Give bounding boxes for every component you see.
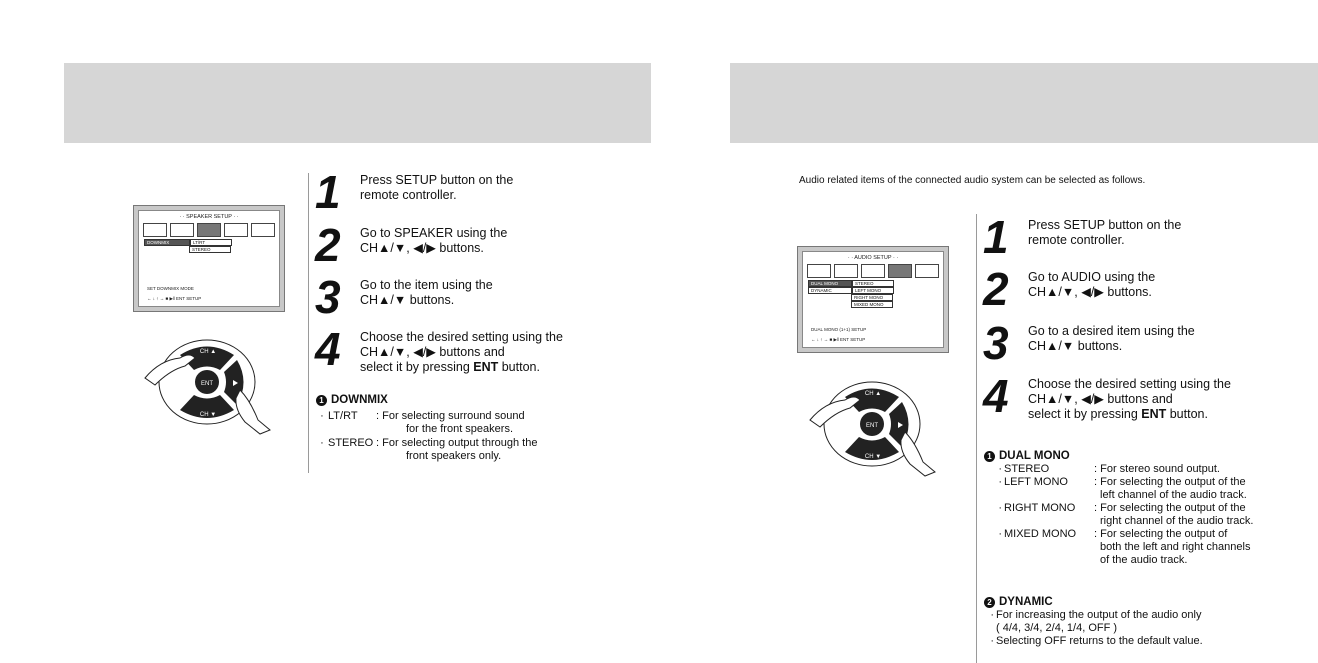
screen-menu-item: DYNAMIC xyxy=(808,287,852,294)
dual-mono-note xyxy=(984,450,1253,567)
step-line: Go to AUDIO using the xyxy=(1028,270,1156,284)
menu-icon-row xyxy=(143,223,275,237)
step-text xyxy=(360,173,513,203)
screen-title: · · AUDIO SETUP · · xyxy=(847,255,899,261)
step-line: Choose the desired setting using the xyxy=(360,330,563,344)
step-line: remote controller. xyxy=(1028,233,1125,247)
menu-icon-box xyxy=(834,264,858,278)
menu-icon-box xyxy=(915,264,939,278)
step-text xyxy=(1028,324,1195,354)
screen-menu-item: DUAL MONO xyxy=(808,280,852,287)
step-text xyxy=(1028,377,1231,422)
step-text xyxy=(360,330,563,375)
step-number: 2 xyxy=(983,263,1009,315)
right-divider-line xyxy=(976,214,977,663)
remote-ch-up-label: CH ▲ xyxy=(864,391,882,397)
speaker-setup-screen xyxy=(133,205,285,312)
step-number: 4 xyxy=(983,370,1009,422)
left-header-band xyxy=(64,63,651,143)
remote-control-illustration xyxy=(805,372,945,477)
menu-icon-box xyxy=(224,223,248,237)
note-title: 2 DYNAMIC xyxy=(984,596,1203,609)
step-line: CH▲/▼, ◀/▶ buttons and xyxy=(360,345,505,359)
note-title: 1 DUAL MONO xyxy=(984,450,1253,463)
screen-footer-nav: ← ↓ ↑ → ■ ▶‖ ENT SETUP xyxy=(811,337,866,342)
menu-icon-box xyxy=(861,264,885,278)
screen-footer-nav: ← ↓ ↑ → ■ ▶‖ ENT SETUP xyxy=(147,296,202,301)
screen-footer-labels: DUAL MONO (1+1) SETUP xyxy=(811,327,867,332)
step-text xyxy=(1028,270,1155,300)
step-line: CH▲/▼ buttons. xyxy=(360,293,455,307)
step-line: select it by pressing ENT button. xyxy=(360,360,540,374)
note-line: · For increasing the output of the audio only xyxy=(990,609,1202,621)
note-item: · STEREO : For selecting output through the xyxy=(320,437,538,449)
note-item: · LT/RT : For selecting surround sound xyxy=(320,410,525,422)
remote-enter-label: ENT xyxy=(201,381,213,387)
note-item: · RIGHT MONO : For selecting the output of the xyxy=(998,502,1246,514)
menu-icon-box xyxy=(251,223,275,237)
screen-display xyxy=(138,210,280,307)
note-title: 1 DOWNMIX xyxy=(316,394,537,407)
step-text xyxy=(1028,218,1181,248)
screen-option: RIGHT MONO xyxy=(851,294,893,301)
screen-title: · · SPEAKER SETUP · · xyxy=(179,214,239,220)
screen-option: STEREO xyxy=(189,246,231,253)
screen-menu xyxy=(144,239,232,253)
note-item-cont: for the front speakers. xyxy=(406,423,513,435)
intro-text: Audio related items of the connected audio system can be selected as follows. xyxy=(799,175,1146,186)
step-text xyxy=(360,226,507,256)
screen-display xyxy=(802,251,944,348)
screen-option: LT/RT xyxy=(190,239,232,246)
note-item: · LEFT MONO : For selecting the output of the xyxy=(998,476,1246,488)
step-line: Go to the item using the xyxy=(360,278,493,292)
remote-ch-down-label: CH ▼ xyxy=(199,412,217,418)
step-number: 1 xyxy=(983,211,1009,263)
step-line: Go to SPEAKER using the xyxy=(360,226,508,240)
step-line: Choose the desired setting using the xyxy=(1028,377,1231,391)
step-number: 3 xyxy=(983,317,1009,369)
circled-number-icon: 1 xyxy=(316,395,327,406)
note-item-cont: of the audio track. xyxy=(1100,554,1188,566)
step-line: Press SETUP button on the xyxy=(360,173,514,187)
screen-option: MIXED MONO xyxy=(851,301,893,308)
step-number: 3 xyxy=(315,271,341,323)
note-item-cont: both the left and right channels xyxy=(1100,541,1251,553)
note-line: ( 4/4, 3/4, 2/4, 1/4, OFF ) xyxy=(996,622,1118,634)
step-number: 4 xyxy=(315,323,341,375)
remote-enter-label: ENT xyxy=(866,423,878,429)
step-number: 1 xyxy=(315,166,341,218)
note-item-cont: right channel of the audio track. xyxy=(1100,515,1254,527)
step-line: CH▲/▼, ◀/▶ buttons. xyxy=(1028,285,1152,299)
circled-number-icon: 2 xyxy=(984,597,995,608)
downmix-note xyxy=(316,394,537,463)
step-line: CH▲/▼, ◀/▶ buttons and xyxy=(1028,392,1173,406)
step-line: select it by pressing ENT button. xyxy=(1028,407,1208,421)
audio-setup-screen xyxy=(797,246,949,353)
screen-option: STEREO xyxy=(852,280,894,287)
note-item-cont: left channel of the audio track. xyxy=(1100,489,1247,501)
screen-menu xyxy=(808,280,894,308)
menu-icon-box-selected xyxy=(888,264,912,278)
screen-option: LEFT MONO xyxy=(852,287,894,294)
dynamic-note xyxy=(984,596,1203,648)
menu-icon-row xyxy=(807,264,939,278)
remote-control-illustration xyxy=(140,330,280,435)
note-line: · Selecting OFF returns to the default value. xyxy=(990,635,1203,647)
step-line: remote controller. xyxy=(360,188,457,202)
note-item: · MIXED MONO : For selecting the output of xyxy=(998,528,1228,540)
screen-menu-item: DOWNMIX xyxy=(144,239,190,246)
step-line: Go to a desired item using the xyxy=(1028,324,1195,338)
menu-icon-box-selected xyxy=(197,223,221,237)
step-line: CH▲/▼, ◀/▶ buttons. xyxy=(360,241,484,255)
step-text xyxy=(360,278,493,308)
left-divider-line xyxy=(308,173,309,473)
screen-footer-labels: SET DOWNMIX MODE xyxy=(147,286,194,291)
note-item: · STEREO : For stereo sound output. xyxy=(998,463,1220,475)
menu-icon-box xyxy=(807,264,831,278)
circled-number-icon: 1 xyxy=(984,451,995,462)
menu-icon-box xyxy=(143,223,167,237)
remote-ch-up-label: CH ▲ xyxy=(199,349,217,355)
step-line: CH▲/▼ buttons. xyxy=(1028,339,1123,353)
step-number: 2 xyxy=(315,219,341,271)
note-item-cont: front speakers only. xyxy=(406,450,502,462)
right-header-band xyxy=(730,63,1318,143)
step-line: Press SETUP button on the xyxy=(1028,218,1182,232)
menu-icon-box xyxy=(170,223,194,237)
remote-ch-down-label: CH ▼ xyxy=(864,454,882,460)
